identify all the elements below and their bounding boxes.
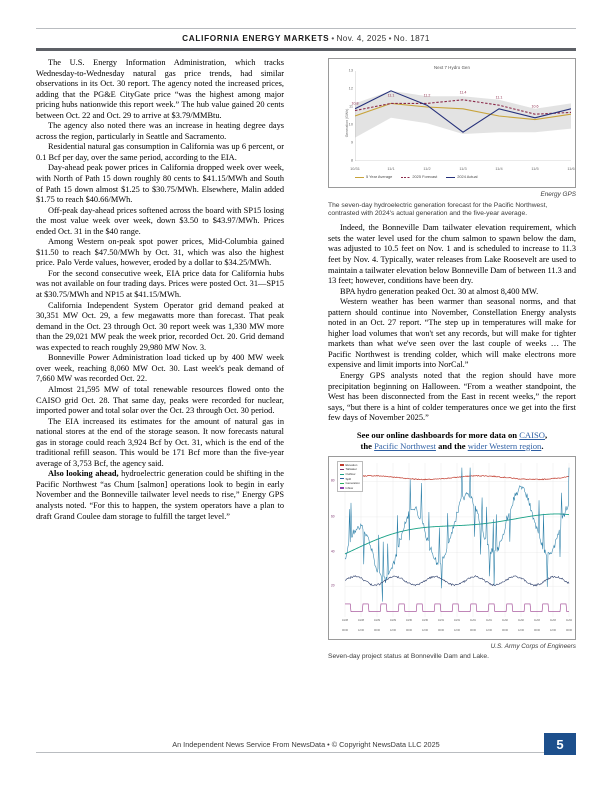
paragraph: The EIA increased its estimates for the amount of natural gas in national stores at the end of the storage season. It now forecasts natural gas in storage could reach 3,924 Bcf by Oct. 31, which is the end of the traditional refill season. This would be 171 Bcf more than the five-year average of 3,753 Bcf, the agency said. (36, 416, 284, 468)
figure-project-status (328, 456, 576, 662)
figure-credit: Energy GPS (540, 191, 576, 198)
masthead-title-line (36, 28, 576, 43)
paragraph: For the second consecutive week, EIA price data for California hubs was not available on four trading days. Prices were posted Oct. 31—SP15 at $30.75/MWh and NP15 at $41.15/MWh. (36, 268, 284, 300)
chart-data-label: 10.8 (351, 101, 359, 106)
chart-y-tick: 8 (350, 157, 353, 163)
chart-y-tick: 9 (350, 139, 353, 145)
chart-legend-swatch (355, 177, 364, 178)
lookahead-lead: Also looking ahead, (48, 469, 119, 479)
chart-x-tick: 11/01 00:00 (470, 618, 476, 633)
chart-legend (355, 172, 478, 183)
chart-legend-item (446, 172, 477, 183)
masthead (36, 28, 576, 43)
chart-x-tick: 11/5 (531, 166, 539, 171)
issue-date: Nov. 4, 2025 (336, 34, 387, 43)
chart-x-tick: 11/03 00:00 (534, 618, 540, 633)
chart-x-tick: 10/30 00:00 (406, 618, 412, 633)
paragraph: Indeed, the Bonneville Dam tailwater elevation requirement, which sets the water level used for the chum salmon to spawn below the dam, was adjusted to 10.5 feet on Nov. 1 and is scheduled to increase to 11.3 feet by Nov. 4. Typically, water releases from Lake Roosevelt are used to maintain a tailwater elevation below Bonneville Dam of between 11.3 and 13 feet; however, conditions have been dry. (328, 223, 576, 286)
chart-legend (337, 461, 363, 493)
masthead-separator-2: • (388, 34, 392, 43)
chart-legend-swatch (340, 469, 344, 470)
chart-data-label: 11.4 (459, 90, 467, 95)
masthead-separator-1: • (331, 34, 335, 43)
paragraph: Residential natural gas consumption in California was up 6 percent, or 0.1 Bcf per day, over the same period, according to the EIA. (36, 142, 284, 162)
chart-data-label: 10.6 (531, 104, 539, 109)
chart-legend-swatch (401, 177, 410, 178)
figure-caption: Seven-day project status at Bonneville Dam and Lake. (328, 653, 489, 661)
right-column (328, 58, 576, 662)
chart-legend-label: 2025 Forecast (412, 174, 438, 180)
issue-number: No. 1871 (393, 34, 430, 43)
chart-project-status-canvas (329, 457, 575, 639)
chart-data-label: 11.2 (423, 93, 431, 98)
chart-x-tick: 11/2 (423, 166, 431, 171)
chart-legend-label: 5 Year Average (366, 174, 393, 180)
left-column (36, 58, 284, 522)
figure-caption: The seven-day hydroelectric generation forecast for the Pacific Northwest, contrasted with 2024's actual generation and the five-year average. (328, 201, 548, 217)
chart-x-tick: 11/1 (387, 166, 395, 171)
chart-legend-swatch (340, 483, 344, 484)
footer-text: An Independent News Service From NewsData • © Copyright NewsData LLC 2025 (172, 740, 440, 749)
paragraph: The agency also noted there was an increase in heating degree days across the region, particularly in Seattle and Sacramento. (36, 121, 284, 141)
chart-x-tick: 10/28 12:00 (358, 618, 364, 633)
dashboard-promo (328, 430, 576, 452)
chart-legend-swatch (340, 464, 344, 465)
chart-y-tick: 12 (348, 85, 353, 91)
chart-legend-label: 2024 Actual (457, 174, 478, 180)
chart-data-label: 11.1 (387, 93, 395, 98)
chart-x-tick: 10/29 12:00 (390, 618, 396, 633)
promo-line2-tail: . (541, 440, 544, 451)
chart-y-tick: 13 (348, 67, 353, 73)
chart-x-tick: 11/02 00:00 (502, 618, 508, 633)
chart-title: Next 7 Hydro Gen (434, 65, 470, 70)
chart-y-tick: 10 (348, 121, 353, 127)
figure-hydro-forecast (328, 58, 576, 218)
chart-legend-label: Elevation (345, 462, 358, 467)
paragraph: Among Western on-peak spot power prices, Mid-Columbia gained $11.50 to reach $47.50/MWh by Oct. 31, which was also the highest price. Palo Verde values, however, eroded by a dollar to $34.25/MWh. (36, 237, 284, 268)
chart-y-tick: 60 (331, 514, 335, 519)
promo-line2-lead: the (360, 440, 375, 451)
chart-x-tick: 11/01 12:00 (486, 618, 492, 633)
chart-legend-swatch (340, 478, 344, 479)
paragraph: Off-peak day-ahead prices softened across the board with SP15 losing the most value week over week, down $3.50 to $43.97/MWh. Prices ended Oct. 31 in the $40 range. (36, 205, 284, 236)
chart-x-tick: 11/02 12:00 (518, 618, 524, 633)
chart-svg (355, 71, 571, 161)
chart-legend-swatch (446, 177, 455, 178)
link-western-region-dashboard[interactable]: wider Western region (467, 440, 542, 451)
chart-data-label: 11.1 (495, 95, 503, 100)
chart-y-tick: 11 (348, 103, 353, 109)
chart-x-tick: 11/6 (567, 166, 575, 171)
paragraph: California Independent System Operator grid demand peaked at 30,351 MW Oct. 29, a few megawatts more than forecast. That peak demand in the Oct. 23 through Oct. 30 report week was 1,330 MW more than the 29,021 MW peak the week prior, recorded Oct. 20. Grid demand was expected to reach roughly 29,980 MW Nov. 3. (36, 300, 284, 352)
chart-legend-item (340, 486, 360, 491)
chart-x-tick: 10/31 (350, 166, 360, 171)
lookahead-rest: hydroelectric generation could be shifting in the Pacific Northwest “as Chum [salmon] operations look to begin in early November and the Bonneville tailwater level needs to rise,” Energy GPS analysts noted. “For this to happen, the system operators have a plan to draft Grand Coulee dam storage to fulfill the target level.” (36, 469, 284, 521)
chart-legend-item (401, 172, 437, 183)
chart-x-tick: 11/03 12:00 (550, 618, 556, 633)
page-number: 5 (544, 733, 576, 755)
chart-legend-label: Outflow (345, 471, 356, 476)
chart-y-tick: 40 (331, 549, 335, 554)
paragraph: BPA hydro generation peaked Oct. 30 at almost 8,400 MW. (340, 286, 539, 296)
chart-svg (329, 457, 575, 639)
chart-y-tick: 80 (331, 478, 335, 483)
link-pacific-northwest-dashboard[interactable]: Pacific Northwest (374, 440, 436, 451)
chart-hydro-forecast (328, 58, 576, 188)
link-caiso-dashboard[interactable]: CAISO (519, 429, 545, 440)
promo-line2-mid: and the (435, 440, 468, 451)
chart-y-tick: 20 (331, 583, 335, 588)
paragraph: The U.S. Energy Information Administration, which tracks Wednesday-to-Wednesday natural gas price trends, had similar observations in its Oct. 30 report. The agency noted the increased prices, adding that the PG&E CityGate price “was the highest among major pricing hubs nationwide this report week.” The hub value gained 20 cents between Oct. 22 and Oct. 29 to arrive at $3.79/MMBtu. (36, 58, 284, 120)
promo-line1-lead: See our online dashboards for more data on (356, 429, 520, 440)
figure-credit: U.S. Army Corps of Engineers (490, 642, 576, 650)
paragraph: Bonneville Power Administration load ticked up by 400 MW week over week, reaching 8,060 MW Oct. 30. Last week's peak demand of 7,660 MW was recorded Oct. 22. (36, 353, 284, 384)
paragraph: Western weather has been warmer than seasonal norms, and that pattern should continue into November, Constellation Energy analysts noted in an Oct. 27 report. “The step up in temperatures will make for higher load volumes that won't set any records, but will make for tighter markets than what we've seen over the last couple of weeks … The Pacific Northwest is trending colder, which will make electrons more expensive and limit imports into NorCal.” (328, 297, 576, 370)
chart-legend-label: Inflow (345, 485, 354, 490)
chart-legend-swatch (340, 474, 344, 475)
chart-x-tick: 10/30 12:00 (422, 618, 428, 633)
chart-x-tick: 11/04 00:00 (566, 618, 572, 633)
chart-legend-item (355, 172, 392, 183)
promo-line1-tail: , (545, 429, 548, 440)
footer-rule (36, 752, 576, 753)
masthead-bottom-rule (36, 48, 576, 51)
chart-x-tick: 10/31 00:00 (438, 618, 444, 633)
chart-x-tick: 11/4 (495, 166, 503, 171)
chart-x-tick: 10/28 00:00 (342, 618, 348, 633)
chart-x-tick: 11/3 (459, 166, 467, 171)
chart-legend-label: Spill (345, 476, 351, 481)
chart-x-tick: 10/29 00:00 (374, 618, 380, 633)
paragraph: Day-ahead peak power prices in California dropped week over week, with North of Path 15 down roughly 80 cents to $41.15/MWh and South of Path 15 down almost $1.25 to $30.75/MWh. Elsewhere, Malin added $1.75 to reach $40.66/MWh. (36, 163, 284, 205)
chart-legend-label: Tailwater (345, 467, 357, 472)
paragraph: Energy GPS analysts noted that the region should have more precipitation beginning on Halloween. “From a weather standpoint, the West has been disconnected from the East in recent weeks,” the report says, “but there is a hint of colder temperatures once we get into the first few days of November 2025.” (328, 371, 576, 423)
chart-project-status (328, 456, 576, 640)
paragraph: Almost 21,595 MW of total renewable resources flowed onto the CAISO grid Oct. 28. That same day, peaks were recorded for nuclear, imported power and total solar over the Oct. 23 through Oct. 30 period. (36, 384, 284, 416)
chart-legend-swatch (340, 487, 344, 488)
paragraph-lookahead (36, 469, 284, 522)
chart-legend-label: Generation (345, 481, 360, 486)
chart-y-axis-label: Generation (GWh) (345, 108, 350, 138)
chart-hydro-forecast-canvas (329, 59, 575, 187)
chart-x-tick: 10/31 12:00 (454, 618, 460, 633)
publication-name: CALIFORNIA ENERGY MARKETS (182, 34, 330, 43)
